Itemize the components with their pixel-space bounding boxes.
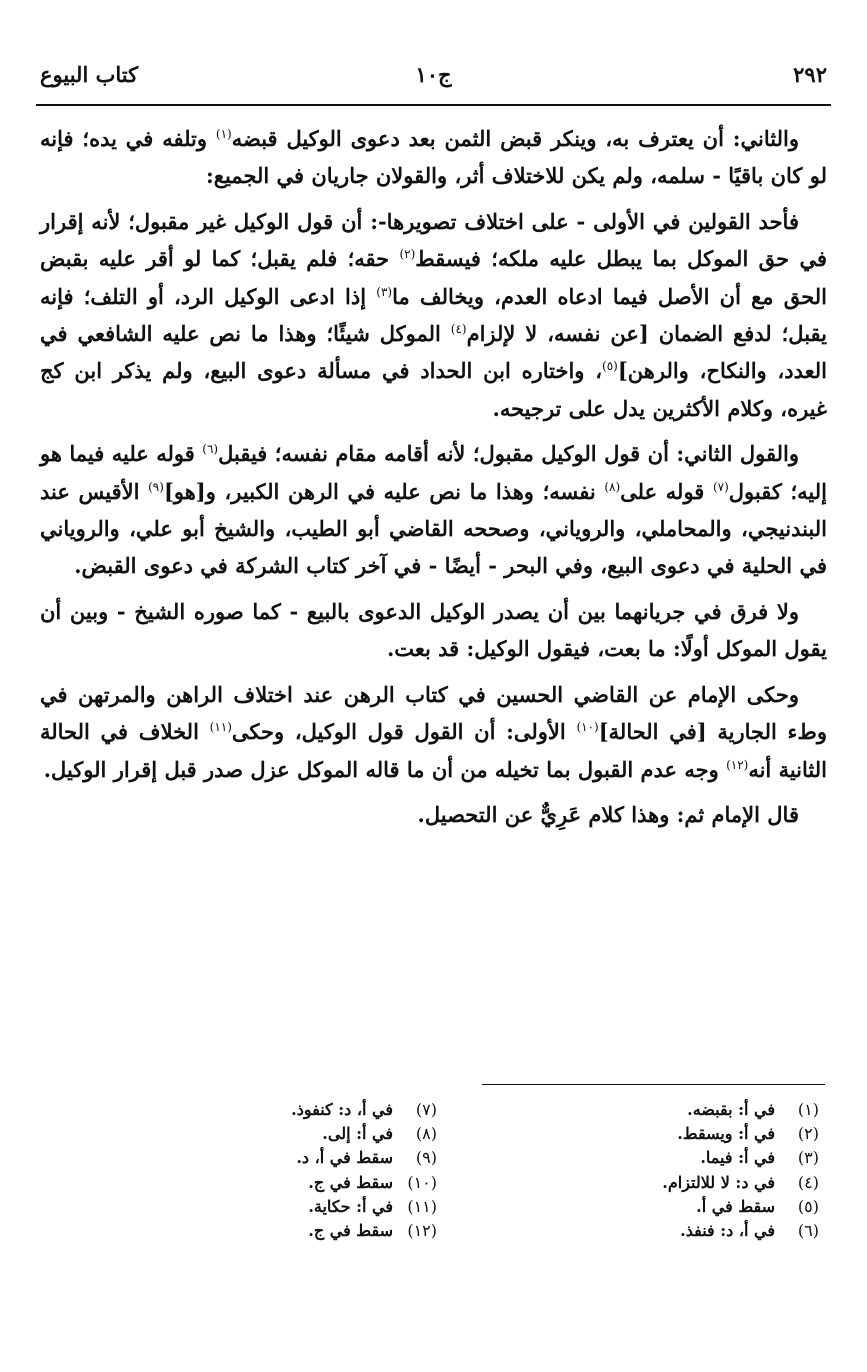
footnote xyxy=(137,1195,437,1219)
running-header xyxy=(36,62,831,102)
text-run: قال الإمام ثم: وهذا كلام عَرِيٌّ عن التحصيل. xyxy=(417,801,799,827)
main-text xyxy=(40,120,827,841)
footnote-text: في أ: إلى. xyxy=(322,1124,393,1144)
footnote-marker: (١١) xyxy=(209,720,232,735)
footnote xyxy=(479,1219,819,1243)
footnote-number: (٨) xyxy=(415,1124,437,1144)
footnote xyxy=(479,1098,819,1122)
footnotes-column-left xyxy=(137,1098,437,1243)
text-run: حقه؛ فلم يقبل؛ كما لو أقر عليه بقبض الحق مع أن الأصل فيما ادعاه العدم، ويخالف ما xyxy=(40,246,827,309)
footnote xyxy=(479,1195,819,1219)
footnote-marker: (٢) xyxy=(399,247,416,262)
footnote xyxy=(479,1171,819,1195)
text-run: وحكى الإمام عن القاضي الحسين في كتاب الرهن عند اختلاف الراهن والمرتهن في وطء الجارية [في الحالة] xyxy=(40,681,827,745)
footnote-marker: (٣) xyxy=(376,284,393,299)
footnote-number: (٩) xyxy=(415,1148,437,1168)
text-run: ولا فرق في جريانهما بين أن يصدر الوكيل الدعوى بالبيع - كما صوره الشيخ - وبين أن يقول الموكل أولًا: ما بعت، فيقول الوكيل: قد بعت. xyxy=(40,598,827,662)
footnote-number: (٧) xyxy=(415,1100,437,1119)
footnote xyxy=(479,1122,819,1146)
footnote-number: (٣) xyxy=(797,1148,819,1168)
text-run: إذا ادعى الوكيل الرد، أو التلف؛ فإنه يقبل؛ لدفع الضمان [عن نفسه، لا لإلزام xyxy=(40,283,827,347)
footnote-marker: (٧) xyxy=(712,479,729,494)
footnote-number: (٢) xyxy=(797,1124,819,1144)
footnotes-column-right xyxy=(479,1098,819,1243)
footnote-marker: (٤) xyxy=(450,322,467,337)
footnote-number: (٤) xyxy=(797,1172,819,1192)
text-run: قوله على xyxy=(620,478,713,504)
footnote-text: في د: لا للالتزام. xyxy=(662,1172,775,1192)
text-run: قوله عليه فيما هو إليه؛ كقبول xyxy=(40,441,827,504)
footnote-number: (١) xyxy=(797,1100,819,1119)
page-number: ٢٩٢ xyxy=(793,62,827,87)
footnote-text: في أ: ويسقط. xyxy=(677,1124,775,1144)
footnote-marker: (٨) xyxy=(604,479,621,494)
footnote-marker: (٦) xyxy=(202,442,219,457)
book-title: كتاب البيوع xyxy=(40,62,139,87)
footnote-number: (١٢) xyxy=(407,1221,437,1241)
footnote-text: سقط في أ. xyxy=(696,1196,775,1216)
text-run: وتلفه في يده؛ فإنه لو كان باقيًا - سلمه، ولم يكن للاختلاف أثر، والقولان جاريان في الجميع: xyxy=(40,126,827,189)
footnote xyxy=(137,1146,437,1170)
footnote-text: في أ: فيما. xyxy=(700,1148,775,1168)
paragraph xyxy=(40,593,827,668)
header-rule xyxy=(36,104,831,106)
paragraph xyxy=(40,435,827,585)
footnote-number: (١١) xyxy=(407,1196,437,1216)
footnote-text: سقط في أ، د. xyxy=(296,1148,393,1168)
footnote-marker: (١٢) xyxy=(726,757,749,772)
footnote-marker: (٥) xyxy=(602,359,618,374)
footnote xyxy=(137,1171,437,1195)
text-run: نفسه؛ وهذا ما نص عليه في الرهن الكبير، و[هو] xyxy=(163,478,605,504)
text-run: والثاني: أن يعترف به، وينكر قبض الثمن بعد دعوى الوكيل قبضه xyxy=(231,126,799,151)
paragraph xyxy=(40,120,827,195)
paragraph xyxy=(40,676,827,788)
footnote-marker: (١٠) xyxy=(576,720,599,735)
text-run: ، واختاره ابن الحداد في مسألة دعوى البيع، ولم يذكر ابن كج غيره، وكلام الأكثرين يدل على ترجيحه. xyxy=(40,358,827,421)
footnote-number: (١٠) xyxy=(407,1172,437,1192)
footnote xyxy=(137,1122,437,1146)
text-run: والقول الثاني: أن قول الوكيل مقبول؛ لأنه أقامه مقام نفسه؛ فيقبل xyxy=(218,441,799,467)
footnote xyxy=(137,1098,437,1122)
footnote xyxy=(137,1219,437,1243)
footnote-text: سقط في ج. xyxy=(308,1221,393,1241)
footnote-text: في أ، د: فنفذ. xyxy=(680,1221,775,1241)
footnote xyxy=(479,1146,819,1170)
footnote-text: في أ: بقبضه. xyxy=(687,1100,775,1119)
text-run: الأولى: أن القول قول الوكيل، وحكى xyxy=(231,719,577,745)
footnote-text: في أ، د: كنفوذ. xyxy=(291,1100,393,1119)
text-run: الأقيس عند البندنيجي، والمحاملي، والروياني، وصححه القاضي أبو الطيب، والشيخ أبو علي، والروياني في الحلية في دعوى البيع، وفي البحر - أيضًا - في آخر كتاب الشركة في دعوى القبض. xyxy=(40,478,827,579)
text-run: الخلاف في الحالة الثانية أنه xyxy=(40,719,827,782)
footnote-marker: (١) xyxy=(215,127,232,141)
footnote-rule xyxy=(482,1084,825,1085)
footnote-number: (٦) xyxy=(797,1221,819,1241)
text-run: الموكل شيئًا؛ وهذا ما نص عليه الشافعي في العدد، والنكاح، والرهن] xyxy=(40,321,827,384)
volume-label: ج١٠ xyxy=(415,62,452,87)
footnote-marker: (٩) xyxy=(148,479,164,494)
paragraph xyxy=(40,796,827,833)
footnote-text: سقط في ج. xyxy=(308,1172,393,1192)
footnote-number: (٥) xyxy=(797,1196,819,1216)
paragraph xyxy=(40,203,827,427)
footnote-text: في أ: حكاية. xyxy=(308,1196,393,1216)
text-run: فأحد القولين في الأولى - على اختلاف تصويرها-: أن قول الوكيل غير مقبول؛ لأنه إقرار في حق الموكل بما يبطل عليه ملكه؛ فيسقط xyxy=(40,208,828,272)
text-run: وجه عدم القبول بما تخيله من أن ما قاله الموكل عزل صدر قبل إقرار الوكيل. xyxy=(43,756,727,782)
